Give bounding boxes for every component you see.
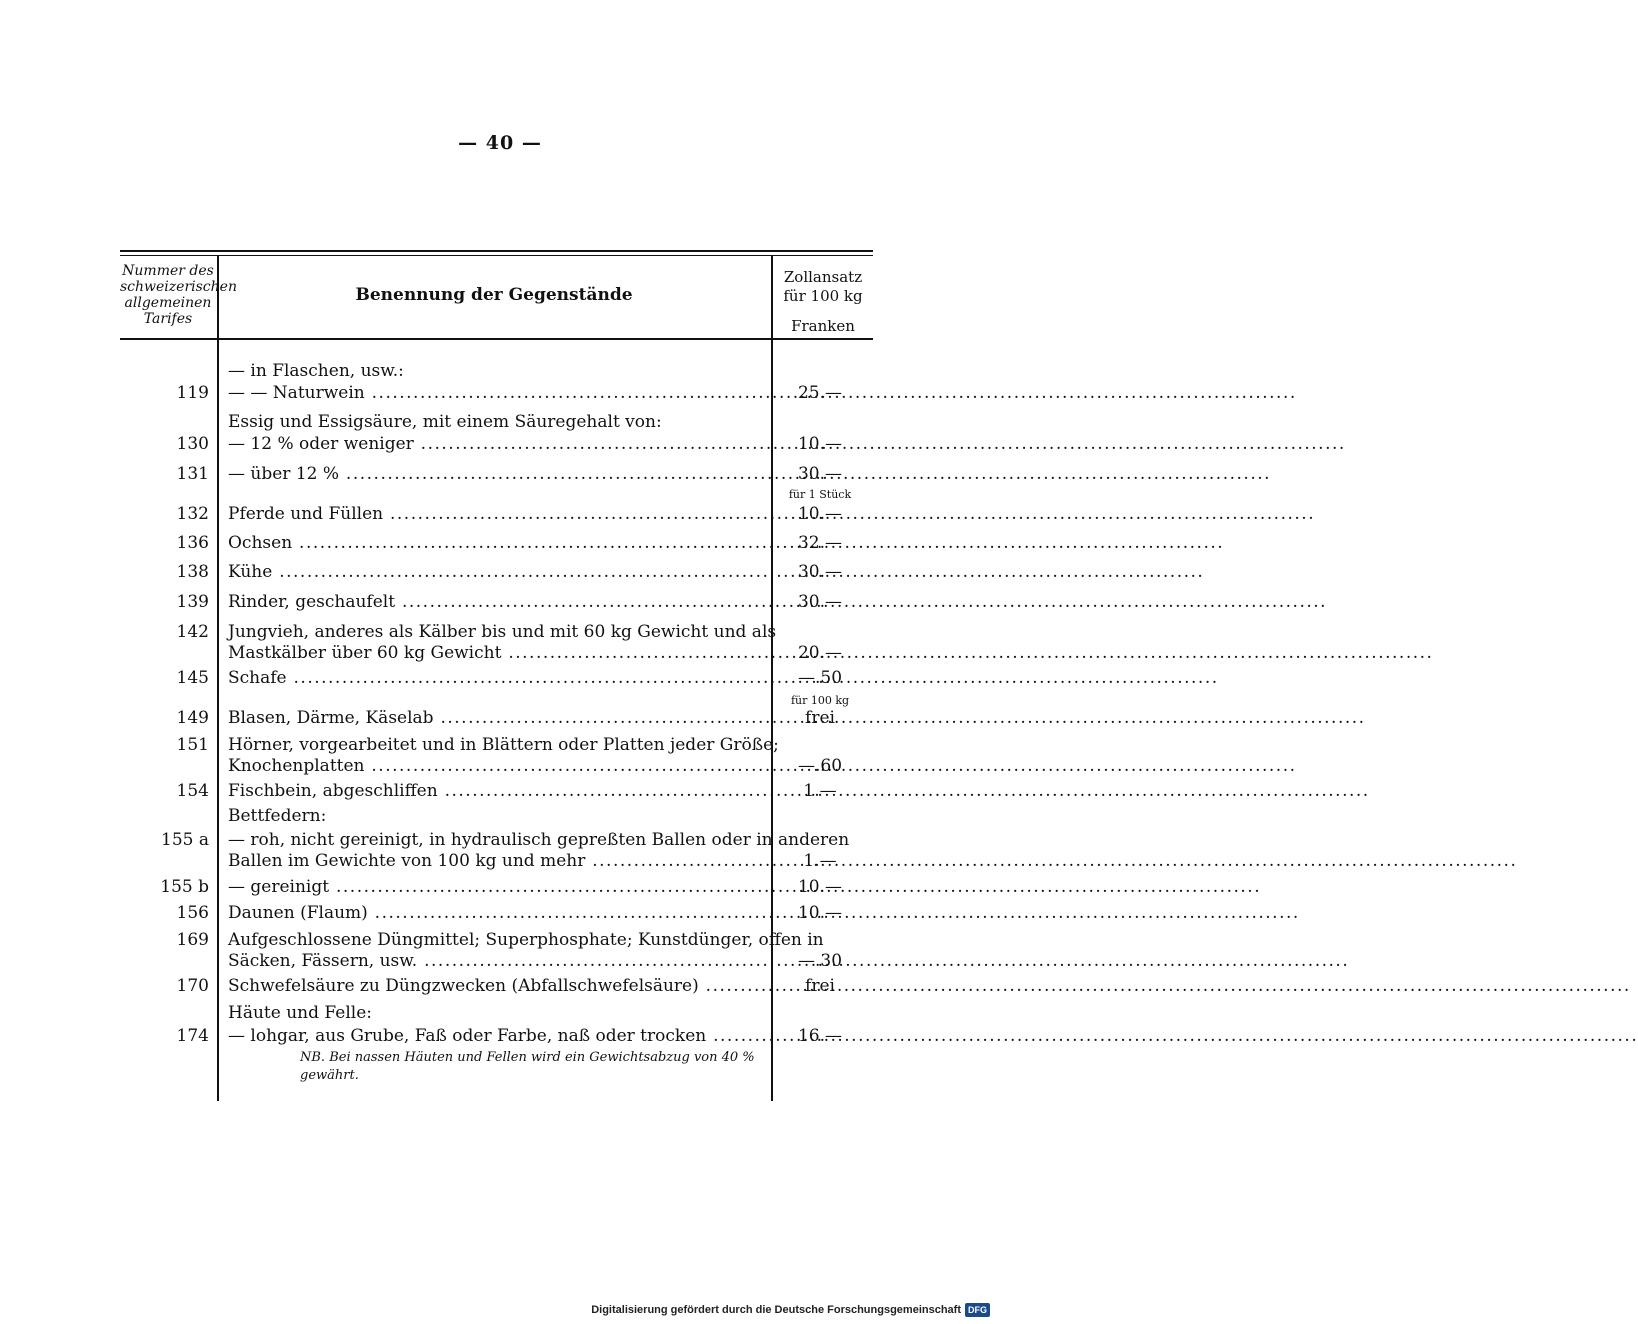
- row-description: Schwefelsäure zu Düngzwecken (Abfallschwefelsäure) .....: [228, 975, 763, 997]
- row-rate: 20.—: [797, 643, 843, 663]
- page-number: — 40 —: [458, 132, 542, 154]
- row-number: 131: [176, 464, 209, 484]
- header-name-column: Benennung der Gegenstände: [355, 285, 633, 305]
- row-number: 138: [176, 562, 209, 582]
- row-rate: —.50: [797, 668, 843, 688]
- row-number: 149: [176, 708, 209, 728]
- row-number: 174: [176, 1026, 209, 1046]
- row-number: 139: [176, 592, 209, 612]
- column-divider-left: [217, 256, 219, 1101]
- row-rate: 10.—: [797, 903, 843, 923]
- row-description: — über 12 % .....: [228, 463, 763, 485]
- header-rate-column: Zollansatz für 100 kg: [783, 268, 863, 305]
- row-rate: 30.—: [797, 592, 843, 612]
- unit-per-piece: für 1 Stück: [788, 488, 852, 501]
- dfg-logo-icon: DFG: [965, 1303, 990, 1317]
- row-rate: —.30: [797, 951, 843, 971]
- row-number: 145: [176, 668, 209, 688]
- row-rate: 10.—: [797, 504, 843, 524]
- row-rate: 32.—: [797, 533, 843, 553]
- row-number: 169: [176, 930, 209, 950]
- row-description: — in Flaschen, usw.:: [228, 361, 404, 381]
- row-description: Essig und Essigsäure, mit einem Säuregehalt von:: [228, 412, 662, 432]
- row-description: Säcken, Fässern, usw. .....: [228, 950, 763, 972]
- row-description: — lohgar, aus Grube, Faß oder Farbe, naß oder trocken .....: [228, 1025, 763, 1047]
- row-description: Ochsen .....: [228, 532, 763, 554]
- row-number: 155 a: [161, 830, 209, 850]
- footnote: NB. Bei nassen Häuten und Fellen wird ein Gewichtsabzug von 40 % gewährt.: [300, 1050, 755, 1083]
- row-number: 170: [176, 976, 209, 996]
- row-description: Aufgeschlossene Düngmittel; Superphosphate; Kunstdünger, offen in: [228, 930, 824, 950]
- row-description: Pferde und Füllen .....: [228, 503, 763, 525]
- row-description: Schafe .....: [228, 667, 763, 689]
- row-rate: 30.—: [797, 562, 843, 582]
- row-rate: 1.—: [803, 781, 837, 801]
- header-number-column: Nummer des schweizerischen allgemeinen Tarifes: [120, 263, 237, 327]
- row-description: Fischbein, abgeschliffen .....: [228, 780, 763, 802]
- row-rate: 10.—: [797, 434, 843, 454]
- row-number: 154: [176, 781, 209, 801]
- header-rate-unit: Franken: [791, 317, 855, 335]
- row-description: Jungvieh, anderes als Kälber bis und mit 60 kg Gewicht und als: [228, 622, 777, 642]
- row-rate: frei: [805, 708, 835, 728]
- row-rate: —.60: [797, 756, 843, 776]
- row-number: 151: [176, 735, 209, 755]
- row-number: 132: [176, 504, 209, 524]
- row-rate: 16.—: [797, 1026, 843, 1046]
- row-description: Hörner, vorgearbeitet und in Blättern oder Platten jeder Größe;: [228, 735, 779, 755]
- row-description: Mastkälber über 60 kg Gewicht .....: [228, 642, 763, 664]
- row-description: Häute und Felle:: [228, 1003, 372, 1023]
- row-rate: 10.—: [797, 877, 843, 897]
- row-description: — gereinigt .....: [228, 876, 763, 898]
- table-top-rule: [120, 250, 873, 256]
- row-description: Daunen (Flaum) .....: [228, 902, 763, 924]
- row-number: 119: [176, 383, 209, 403]
- row-description: Ballen im Gewichte von 100 kg und mehr .....: [228, 850, 763, 872]
- unit-per-100kg: für 100 kg: [790, 694, 850, 707]
- row-rate: 1.—: [803, 851, 837, 871]
- row-rate: 30.—: [797, 464, 843, 484]
- row-description: Blasen, Därme, Käselab .....: [228, 707, 763, 729]
- row-description: — roh, nicht gereinigt, in hydraulisch gepreßten Ballen oder in anderen: [228, 830, 850, 850]
- row-description: — 12 % oder weniger .....: [228, 433, 763, 455]
- row-description: Bettfedern:: [228, 806, 327, 826]
- row-number: 155 b: [160, 877, 209, 897]
- row-description: Rinder, geschaufelt .....: [228, 591, 763, 613]
- row-number: 142: [176, 622, 209, 642]
- table-header-rule: [120, 338, 873, 340]
- row-number: 156: [176, 903, 209, 923]
- footer-text: Digitalisierung gefördert durch die Deutsche Forschungsgemeinschaft: [591, 1304, 961, 1316]
- row-rate: frei: [805, 976, 835, 996]
- row-rate: 25.—: [797, 383, 843, 403]
- row-number: 130: [176, 434, 209, 454]
- row-number: 136: [176, 533, 209, 553]
- footer-credit: [591, 1303, 990, 1317]
- row-description: Knochenplatten .....: [228, 755, 763, 777]
- row-description: — — Naturwein .....: [228, 382, 763, 404]
- row-description: Kühe .....: [228, 561, 763, 583]
